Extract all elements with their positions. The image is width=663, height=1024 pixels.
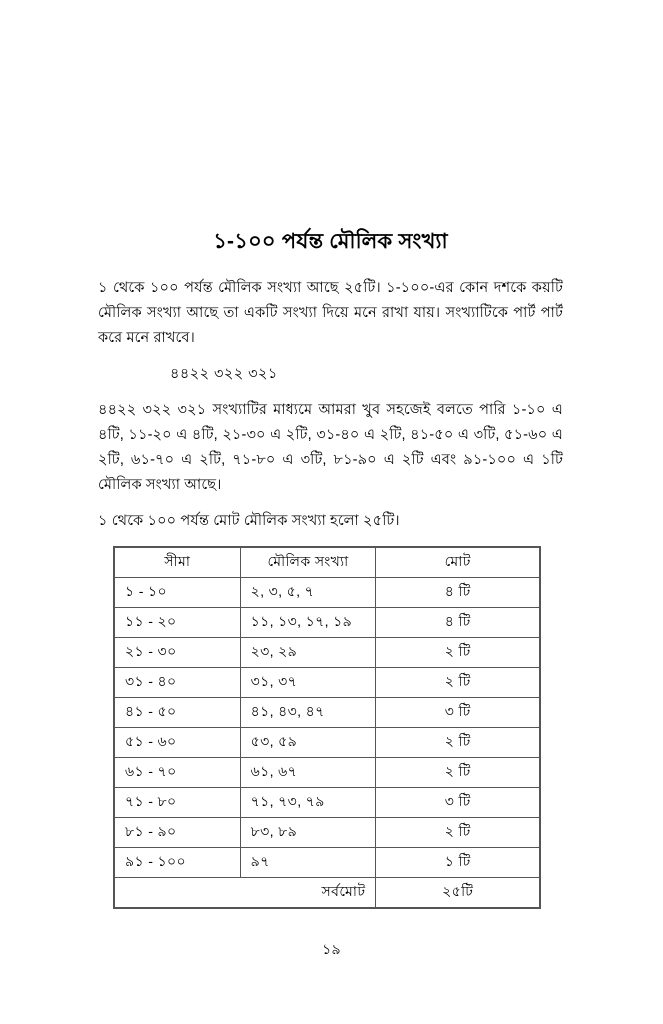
cell-total: ২ টি [376, 758, 540, 788]
cell-primes: ৩১, ৩৭ [240, 668, 376, 698]
cell-total: ৩ টি [376, 788, 540, 818]
column-header-total: মোট [376, 547, 540, 578]
table-row [114, 668, 540, 698]
cell-range: ৭১ - ৮০ [114, 788, 240, 818]
cell-range: ৬১ - ৭০ [114, 758, 240, 788]
table-row [114, 608, 540, 638]
table-total-row [114, 878, 540, 909]
page-title: ১-১০০ পর্যন্ত মৌলিক সংখ্যা [213, 230, 448, 253]
page-number: ১৯ [322, 941, 341, 957]
cell-range: ৩১ - ৪০ [114, 668, 240, 698]
table-header [114, 547, 540, 578]
explanation-paragraph: ৪৪২২ ৩২২ ৩২১ সংখ্যাটির মাধ্যমে আমরা খুব সহজেই বলতে পারি ১-১০ এ ৪টি, ১১-২০ এ ৪টি, ২১-৩০ এ ২টি, ৩১-৪০ এ ২টি, ৪১-৫০ এ ৩টি, ৫১-৬০ এ ২টি, ৬১-৭০ এ ২টি, ৭১-৮০ এ ৩টি, ৮১-৯০ এ ২টি এবং ৯১-১০০ এ ১টি মৌলিক সংখ্যা আছে। [98, 402, 563, 494]
table-row [114, 758, 540, 788]
cell-total: ১ টি [376, 848, 540, 878]
cell-primes: ৯৭ [240, 848, 376, 878]
cell-primes: ৬১, ৬৭ [240, 758, 376, 788]
cell-total: ৪ টি [376, 608, 540, 638]
page-content [98, 228, 563, 909]
table-row [114, 638, 540, 668]
total-value: ২৫টি [376, 878, 540, 909]
table-header-row [114, 547, 540, 578]
cell-primes: ৮৩, ৮৯ [240, 818, 376, 848]
cell-primes: ২, ৩, ৫, ৭ [240, 578, 376, 608]
column-header-primes: মৌলিক সংখ্যা [240, 547, 376, 578]
cell-primes: ৫৩, ৫৯ [240, 728, 376, 758]
cell-primes: ১১, ১৩, ১৭, ১৯ [240, 608, 376, 638]
cell-range: ১ - ১০ [114, 578, 240, 608]
table-row [114, 728, 540, 758]
table-row [114, 578, 540, 608]
cell-range: ১১ - ২০ [114, 608, 240, 638]
cell-total: ২ টি [376, 728, 540, 758]
table-footer [114, 878, 540, 909]
table-row [114, 698, 540, 728]
table-row [114, 848, 540, 878]
column-header-range: সীমা [114, 547, 240, 578]
total-label: সর্বমোট [114, 878, 376, 909]
cell-primes: ২৩, ২৯ [240, 638, 376, 668]
cell-range: ২১ - ৩০ [114, 638, 240, 668]
primes-table-container [113, 546, 541, 909]
summary-paragraph: ১ থেকে ১০০ পর্যন্ত মোট মৌলিক সংখ্যা হলো ২৫টি। [98, 513, 400, 530]
primes-table [113, 546, 541, 909]
cell-primes: ৭১, ৭৩, ৭৯ [240, 788, 376, 818]
cell-total: ২ টি [376, 668, 540, 698]
cell-range: ৪১ - ৫০ [114, 698, 240, 728]
cell-total: ৩ টি [376, 698, 540, 728]
cell-total: ২ টি [376, 638, 540, 668]
cell-range: ৫১ - ৬০ [114, 728, 240, 758]
table-row [114, 818, 540, 848]
cell-range: ৯১ - ১০০ [114, 848, 240, 878]
cell-total: ৪ টি [376, 578, 540, 608]
cell-total: ২ টি [376, 818, 540, 848]
cell-primes: ৪১, ৪৩, ৪৭ [240, 698, 376, 728]
mnemonic-number: ৪৪২২ ৩২২ ৩২১ [170, 366, 278, 383]
intro-paragraph: ১ থেকে ১০০ পর্যন্ত মৌলিক সংখ্যা আছে ২৫টি। ১-১০০-এর কোন দশকে কয়টি মৌলিক সংখ্যা আছে তা একটি সংখ্যা দিয়ে মনে রাখা যায়। সংখ্যাটিকে পার্ট পার্ট করে মনে রাখবে। [98, 280, 563, 347]
table-body [114, 578, 540, 878]
table-row [114, 788, 540, 818]
cell-range: ৮১ - ৯০ [114, 818, 240, 848]
